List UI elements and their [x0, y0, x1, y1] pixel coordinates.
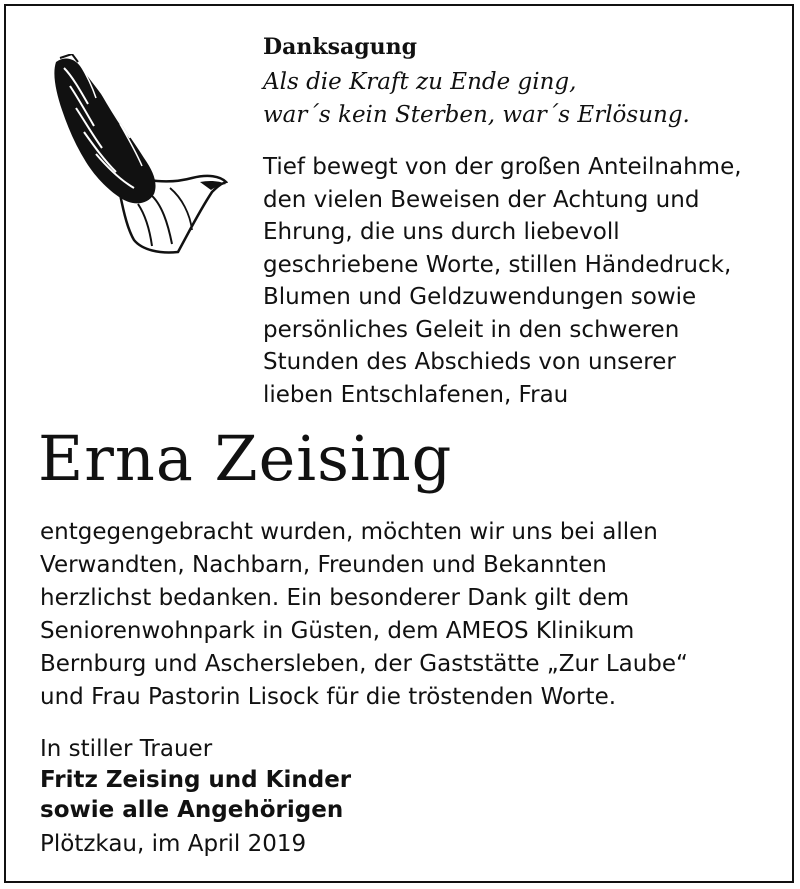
- thanks-line: Bernburg und Aschersleben, der Gaststätte „Zur Laube“: [40, 651, 688, 677]
- place-and-date: Plötzkau, im April 2019: [40, 831, 307, 857]
- signatory-family: Fritz Zeising und Kinder: [40, 767, 352, 793]
- intro-line: persönliches Geleit in den schweren: [263, 316, 680, 343]
- deceased-name: Erna Zeising: [38, 422, 453, 495]
- thanks-line: Verwandten, Nachbarn, Freunden und Bekannten: [40, 552, 607, 578]
- mourning-phrase: In stiller Trauer: [40, 736, 213, 762]
- thanks-line: Seniorenwohnpark in Güsten, dem AMEOS Klinikum: [40, 618, 635, 644]
- verse: [263, 66, 690, 132]
- intro-line: geschriebene Worte, stillen Händedruck,: [263, 251, 732, 278]
- thanks-line: und Frau Pastorin Lisock für die tröstenden Worte.: [40, 684, 617, 710]
- intro-paragraph: [263, 151, 742, 411]
- intro-line: Tief bewegt von der großen Anteilnahme,: [263, 154, 742, 180]
- obituary-notice-frame: [4, 4, 794, 883]
- intro-line: Stunden des Abschieds von unserer: [263, 349, 676, 375]
- thanks-line: entgegengebracht wurden, möchten wir uns bei allen: [40, 519, 658, 545]
- intro-line: den vielen Beweisen der Achtung und: [263, 186, 700, 213]
- thanks-line: herzlichst bedanken. Ein besonderer Dank gilt dem: [40, 585, 630, 611]
- signatory-relatives: sowie alle Angehörigen: [40, 797, 344, 823]
- intro-line: Blumen und Geldzuwendungen sowie: [263, 284, 697, 310]
- verse-line: war´s kein Sterben, war´s Erlösung.: [263, 102, 690, 128]
- intro-line: lieben Entschlafenen, Frau: [263, 381, 569, 408]
- verse-line: Als die Kraft zu Ende ging,: [263, 69, 577, 95]
- praying-hands-icon: [50, 54, 228, 256]
- notice-heading: Danksagung: [263, 34, 417, 60]
- closing-block: [40, 733, 351, 859]
- thanks-paragraph: [40, 516, 688, 714]
- intro-line: Ehrung, die uns durch liebevoll: [263, 219, 620, 245]
